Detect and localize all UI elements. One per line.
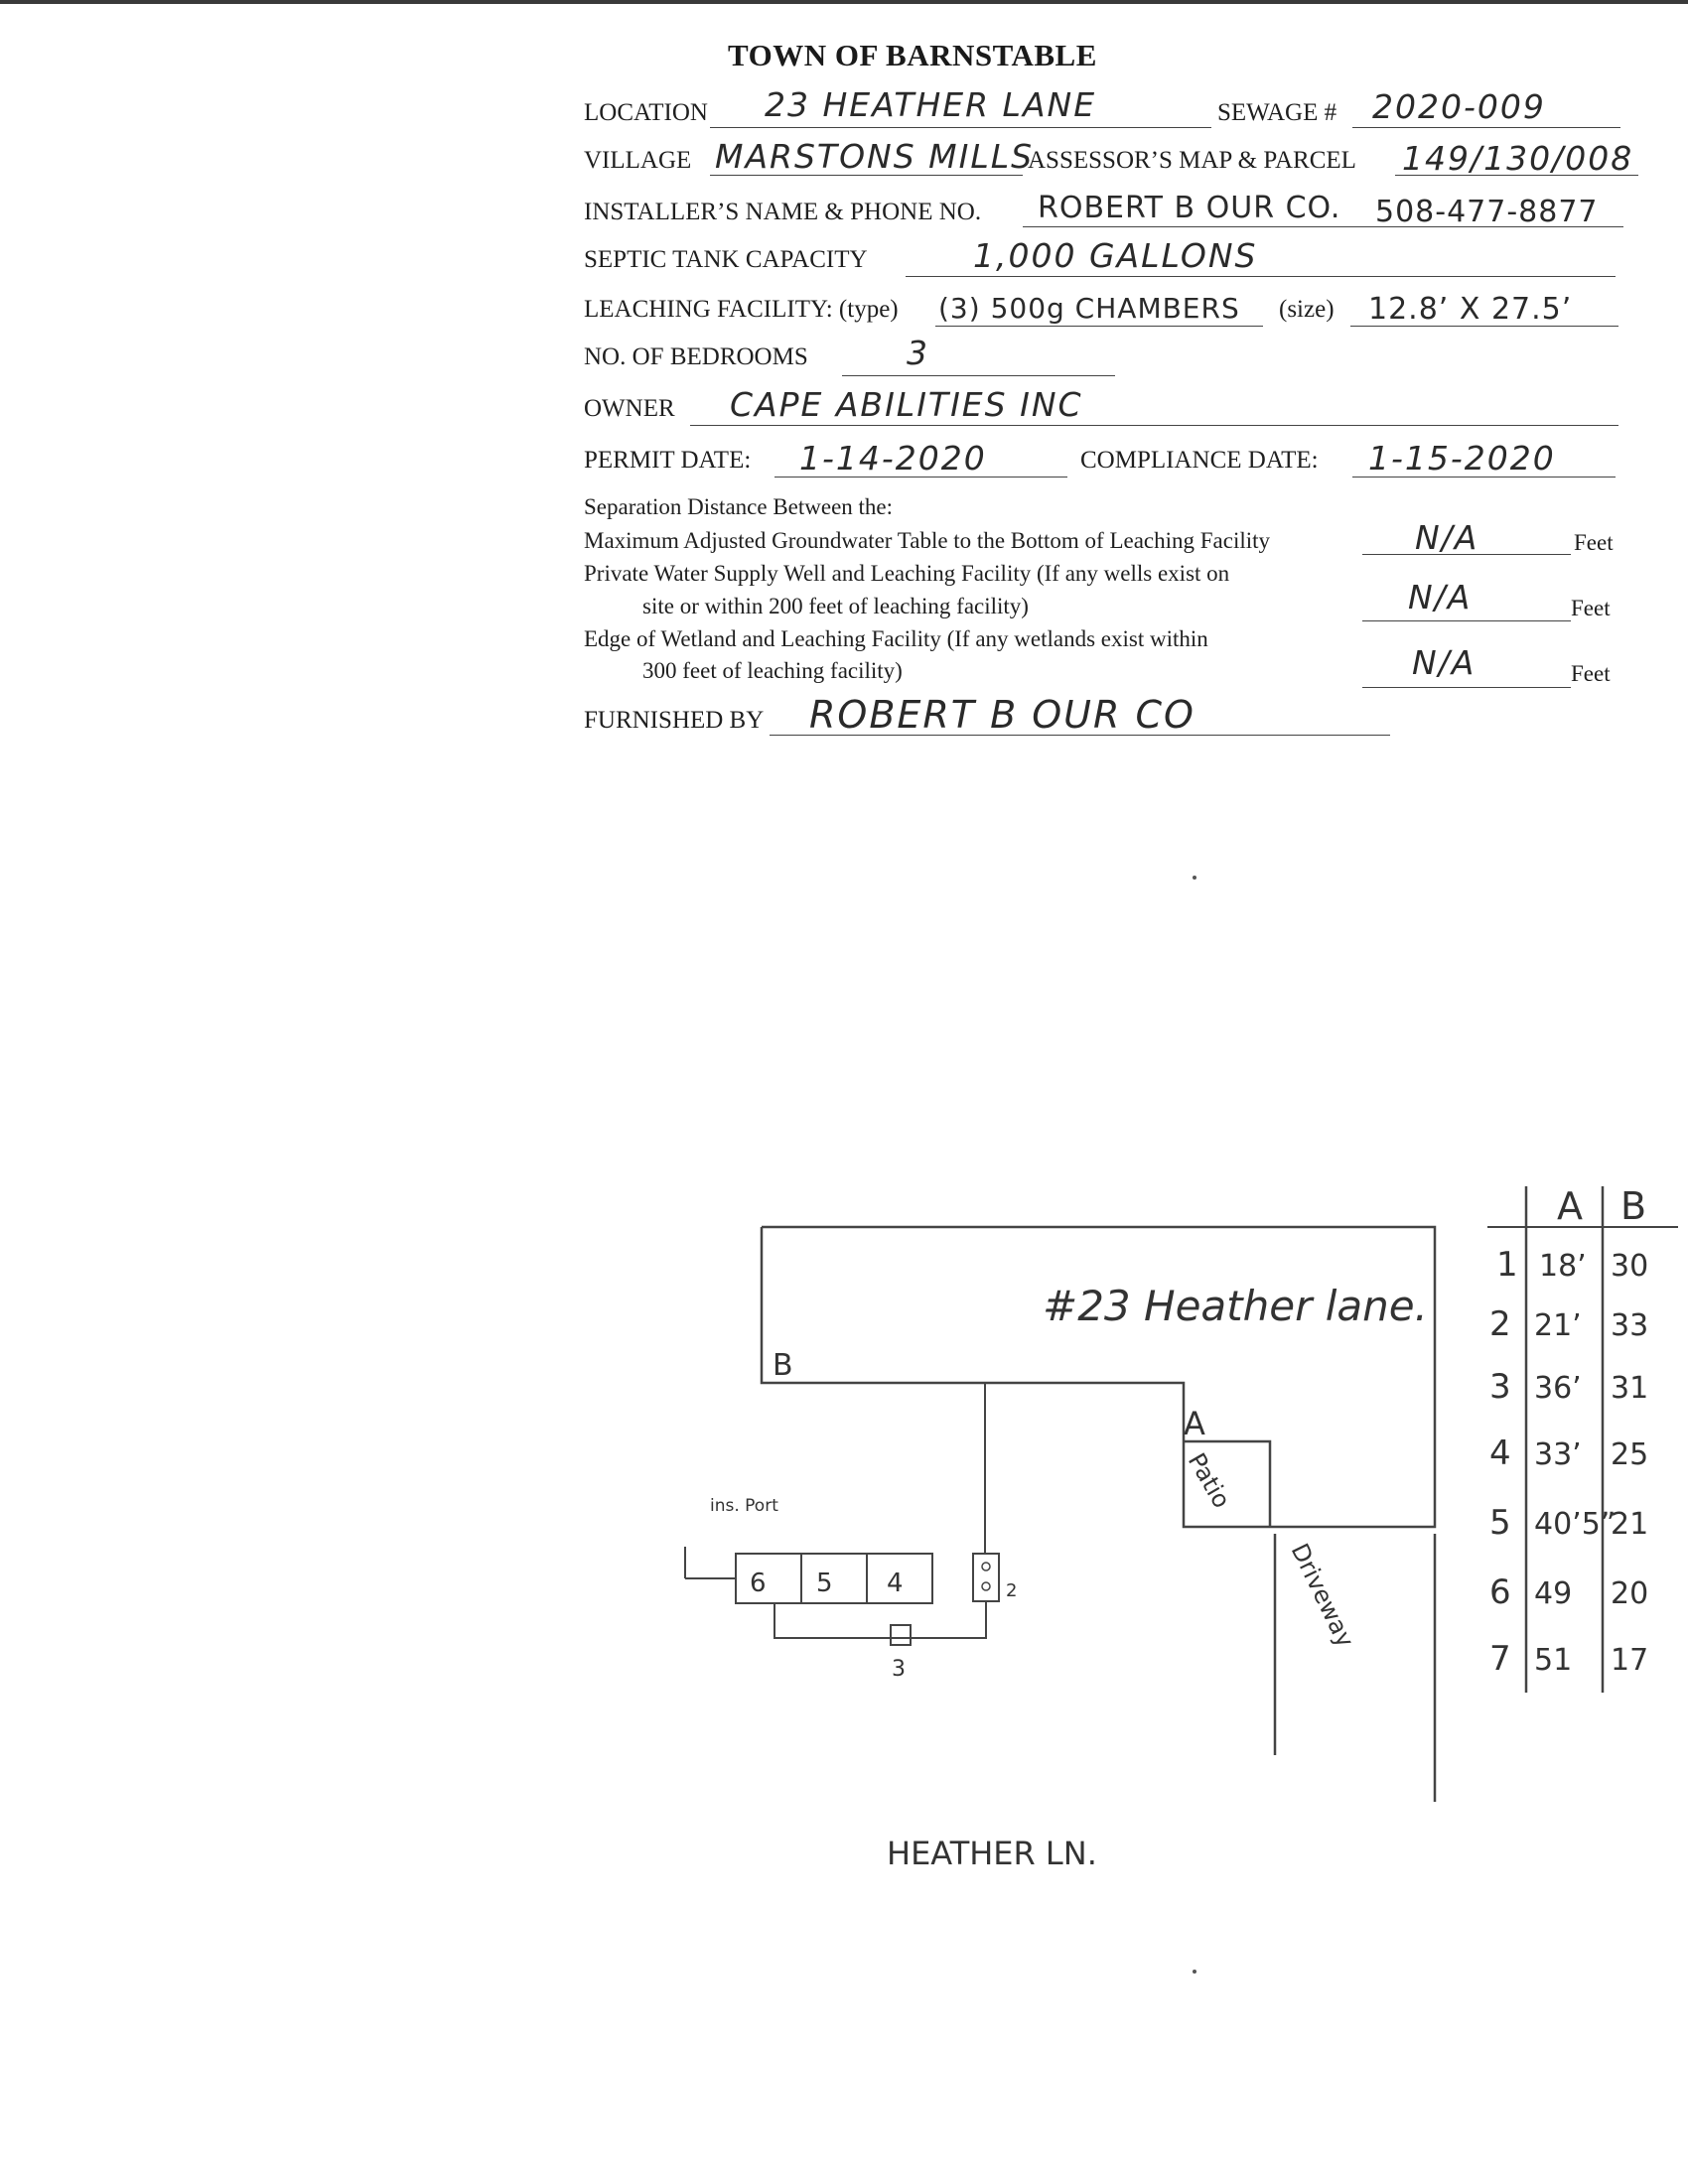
driveway-label: Driveway (1285, 1539, 1360, 1652)
bedrooms-label: NO. OF BEDROOMS (584, 343, 808, 370)
separation-heading: Separation Distance Between the: (584, 494, 894, 519)
table-row-num: 4 (1489, 1433, 1511, 1473)
septic-tank (973, 1554, 999, 1601)
compliance-label: COMPLIANCE DATE: (1080, 447, 1319, 474)
installer-phone: 508-477-8877 (1375, 195, 1599, 229)
owner-value: CAPE ABILITIES INC (730, 385, 1083, 424)
separation-3-text-b: 300 feet of leaching facility) (642, 658, 903, 683)
assessor-value: 149/130/008 (1402, 139, 1634, 178)
separation-2-text-b: site or within 200 feet of leaching facility) (642, 594, 1029, 618)
table-cell-a: 51 (1534, 1643, 1573, 1678)
installer-label: INSTALLER’S NAME & PHONE NO. (584, 199, 982, 225)
table-cell-b: 31 (1611, 1371, 1649, 1406)
compliance-date: 1-15-2020 (1368, 439, 1556, 478)
house-label: #23 Heather lane. (1043, 1282, 1428, 1330)
house-outline (762, 1227, 1435, 1527)
septic-tank-cover (982, 1563, 990, 1570)
chamber-label-5: 5 (816, 1569, 833, 1598)
corner-a-label: A (1184, 1405, 1205, 1442)
sewage-label: SEWAGE # (1217, 99, 1337, 126)
table-header-a: A (1557, 1184, 1583, 1228)
scan-speck (1193, 876, 1196, 880)
tank-value: 1,000 GALLONS (973, 236, 1258, 275)
separation-1-value: N/A (1415, 518, 1479, 557)
septic-tank-label: 2 (1006, 1580, 1018, 1601)
owner-label: OWNER (584, 395, 675, 422)
bedrooms-value: 3 (907, 334, 929, 372)
corner-b-label: B (773, 1348, 793, 1383)
furnished-label: FURNISHED BY (584, 707, 765, 734)
installer-value: ROBERT B OUR CO. (1038, 191, 1341, 225)
leaching-size-value: 12.8’ X 27.5’ (1368, 292, 1573, 327)
table-cell-a: 33’ (1534, 1437, 1582, 1472)
scan-speck (1193, 1970, 1196, 1974)
table-row-num: 3 (1489, 1367, 1511, 1407)
table-row-num: 6 (1489, 1572, 1511, 1612)
tank-to-dbox-pipe (774, 1601, 986, 1638)
form-title: TOWN OF BARNSTABLE (728, 38, 1097, 72)
table-cell-b: 20 (1611, 1576, 1649, 1611)
furnished-value: ROBERT B OUR CO (809, 693, 1196, 737)
village-label: VILLAGE (584, 147, 692, 174)
table-rows (1489, 1245, 1648, 1679)
chamber-label-6: 6 (750, 1569, 767, 1598)
table-row-num: 7 (1489, 1639, 1511, 1679)
separation-2-unit: Feet (1571, 596, 1611, 620)
separation-2-value: N/A (1408, 578, 1473, 616)
separation-3-unit: Feet (1571, 661, 1611, 686)
table-cell-b: 33 (1611, 1308, 1649, 1343)
table-cell-b: 25 (1611, 1437, 1649, 1472)
separation-3-value: N/A (1412, 643, 1477, 682)
location-label: LOCATION (584, 99, 708, 126)
separation-3-text-a: Edge of Wetland and Leaching Facility (If any wetlands exist within (584, 626, 1208, 651)
table-cell-b: 30 (1611, 1249, 1649, 1284)
permit-date: 1-14-2020 (799, 439, 987, 478)
permit-label: PERMIT DATE: (584, 447, 752, 474)
leaching-label: LEACHING FACILITY: (type) (584, 296, 899, 323)
assessor-label: ASSESSOR’S MAP & PARCEL (1028, 147, 1356, 174)
dbox-label: 3 (892, 1657, 906, 1682)
table-row-num: 5 (1489, 1503, 1511, 1543)
table-cell-a: 18’ (1539, 1249, 1587, 1284)
table-cell-a: 21’ (1534, 1308, 1582, 1343)
size-label: (size) (1279, 296, 1335, 323)
leaching-type-value: (3) 500g CHAMBERS (938, 292, 1240, 325)
separation-1-text: Maximum Adjusted Groundwater Table to the Bottom of Leaching Facility (584, 528, 1271, 553)
patio-label: Patio (1182, 1448, 1236, 1513)
table-cell-b: 17 (1611, 1643, 1649, 1678)
separation-1-unit: Feet (1574, 530, 1614, 555)
distribution-box (891, 1625, 911, 1645)
table-row-num: 1 (1496, 1245, 1518, 1285)
table-cell-a: 49 (1534, 1576, 1573, 1611)
table-cell-b: 21 (1611, 1507, 1649, 1542)
table-row-num: 2 (1489, 1304, 1511, 1344)
village-value: MARSTONS MILLS (715, 137, 1035, 176)
tank-label: SEPTIC TANK CAPACITY (584, 246, 868, 273)
table-cell-a: 40’5” (1534, 1507, 1617, 1542)
septic-tank-cover (982, 1582, 990, 1590)
street-label: HEATHER LN. (887, 1835, 1097, 1872)
chamber-label-4: 4 (887, 1569, 904, 1598)
sewage-value: 2020-009 (1372, 87, 1546, 126)
table-cell-a: 36’ (1534, 1371, 1582, 1406)
table-header-b: B (1620, 1184, 1647, 1228)
inspection-port-label: ins. Port (710, 1496, 778, 1516)
location-value: 23 HEATHER LANE (765, 85, 1097, 124)
separation-2-text-a: Private Water Supply Well and Leaching Facility (If any wells exist on (584, 561, 1230, 586)
